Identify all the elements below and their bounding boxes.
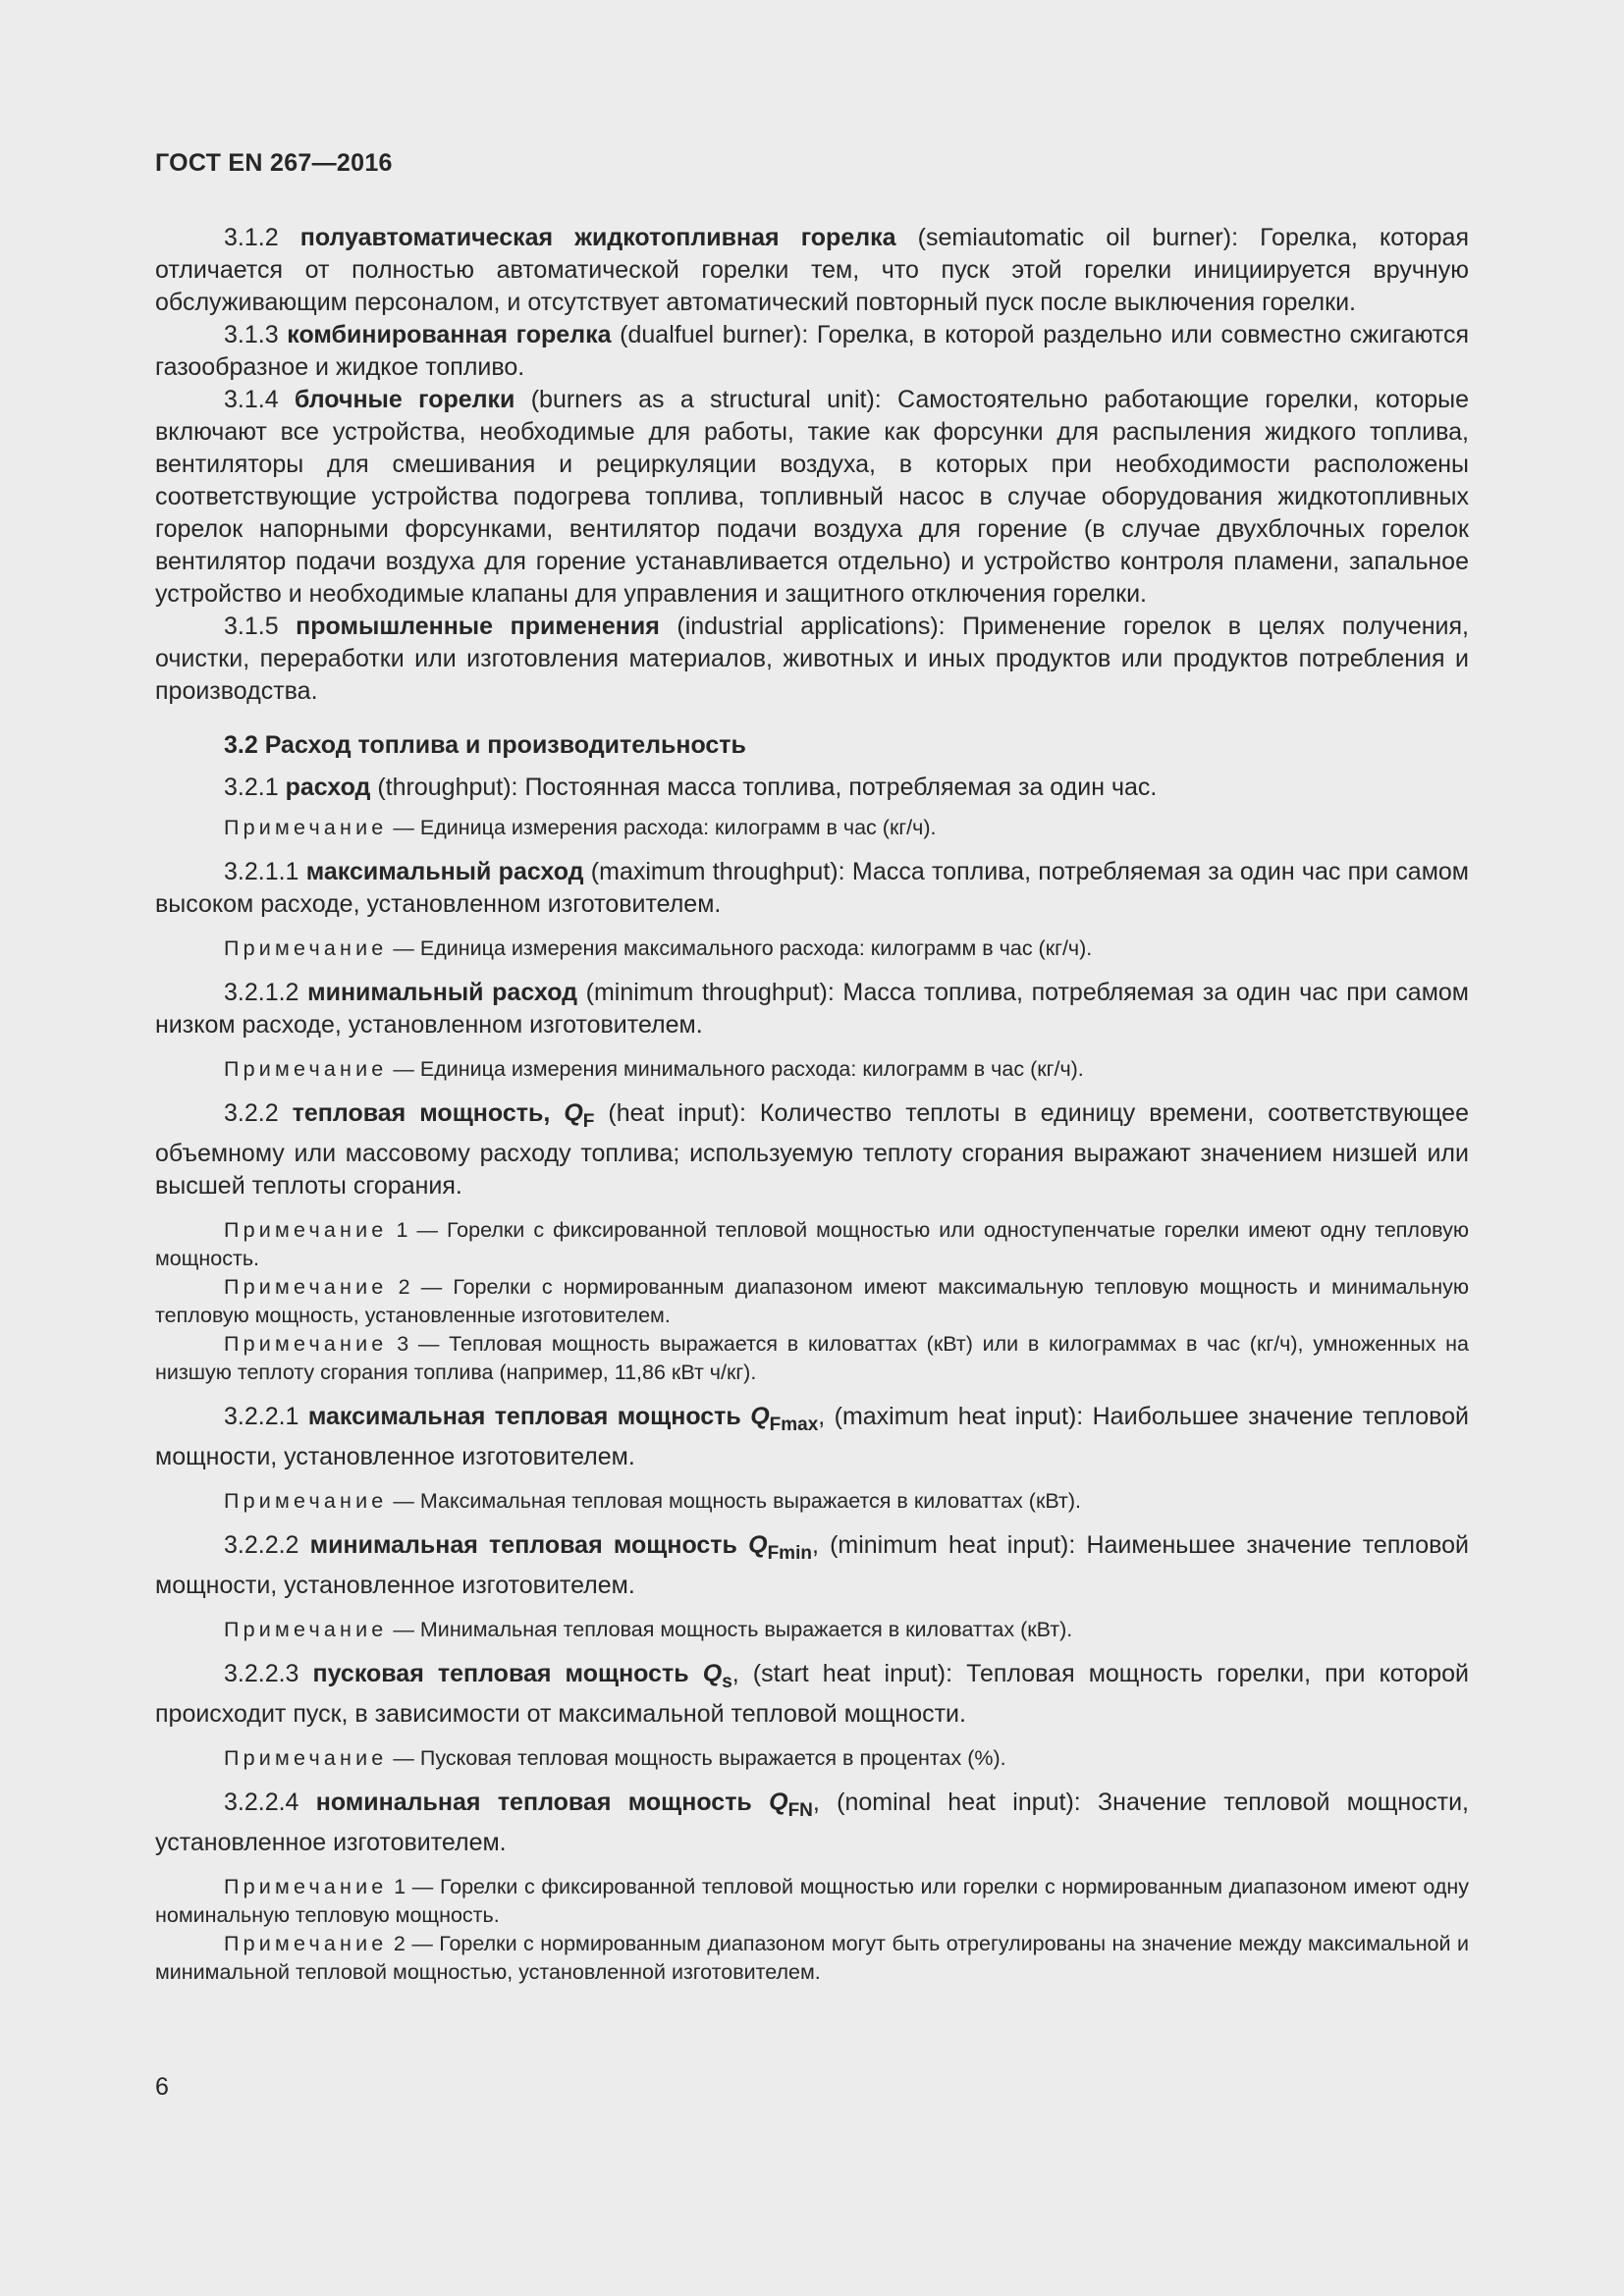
note-label: Примечание: [224, 1275, 388, 1299]
note-label: Примечание: [224, 1218, 388, 1242]
symbol-subscript: Fmax: [769, 1415, 819, 1435]
definition-text: (heat input): Количество теплоты в единицу времени, соответствующее объемному или массовому расходу топлива; используемую теплоту сгорания выражают значением низшей или высшей теплоты сгорания.: [155, 1099, 1469, 1200]
note-text: — Единица измерения минимального расхода: килограмм в час (кг/ч).: [387, 1057, 1084, 1081]
definition-3-1-5: [155, 611, 1469, 708]
note-text: — Максимальная тепловая мощность выражается в киловаттах (кВт).: [387, 1489, 1081, 1513]
symbol-subscript: s: [722, 1672, 732, 1692]
clause-number: 3.1.2: [224, 224, 300, 251]
note: [155, 1330, 1469, 1387]
definition-text: (burners as a structural unit): Самостоятельно работающие горелки, которые включают все устройства, необходимые для работы, такие как форсунки для распыления жидкого топлива, вентиляторы для смешивания и рециркуляции воздуха, в которых при необходимости расположены соответствующие устройства подогрева топлива, топливный насос в случае оборудования жидкотопливных горелок напорными форсунками, вентилятор подачи воздуха для горение (в случае двухблочных горелок вентилятор подачи воздуха для горение устанавливается отдельно) и устройство контроля пламени, запальное устройство и необходимые клапаны для управления и защитного отключения горелки.: [155, 386, 1469, 608]
term: тепловая мощность,: [292, 1099, 565, 1127]
symbol-subscript: F: [582, 1111, 595, 1132]
term: расход: [285, 774, 371, 801]
note-text: 2 — Горелки с нормированным диапазоном имеют максимальную тепловую мощность и минимальную тепловую мощность, установленные изготовителем.: [155, 1275, 1469, 1327]
symbol-letter: Q: [748, 1531, 768, 1559]
definition-text: , (maximum heat input): Наибольшее значение тепловой мощности, установленное изготовителем.: [155, 1403, 1469, 1470]
clause-number: 3.2.2: [224, 1099, 293, 1127]
clause-number: 3.2.1: [224, 774, 286, 801]
symbol: [748, 1531, 812, 1564]
term: номинальная тепловая мощность: [315, 1789, 770, 1816]
clause-number: 3.2.1.2: [224, 979, 308, 1006]
document-body: [155, 222, 1469, 1987]
definition-3-1-3: [155, 319, 1469, 384]
term: максимальная тепловая мощность: [307, 1403, 751, 1430]
symbol-subscript: FN: [787, 1800, 813, 1821]
term: минимальная тепловая мощность: [309, 1531, 749, 1559]
symbol-subscript: Fmin: [767, 1543, 812, 1564]
note: [155, 1216, 1469, 1273]
section-heading-3-2: 3.2 Расход топлива и производительность: [224, 731, 746, 759]
definition-3-2-1-1: [155, 856, 1469, 921]
definition-3-2-2-3: [155, 1658, 1469, 1731]
clause-number: 3.1.4: [224, 386, 295, 413]
definition-3-2-2: [155, 1097, 1469, 1202]
note: [155, 1873, 1469, 1930]
clause-number: 3.2.2.1: [224, 1403, 308, 1430]
symbol: [769, 1789, 813, 1821]
term: промышленные применения: [296, 613, 660, 640]
symbol-letter: Q: [702, 1660, 723, 1687]
note-text: — Единица измерения максимального расхода: килограмм в час (кг/ч).: [387, 936, 1093, 960]
definition-3-2-2-1: [155, 1401, 1469, 1473]
clause-number: 3.2.1.1: [224, 858, 306, 885]
note-label: Примечание: [224, 1746, 388, 1770]
page-number: 6: [155, 2073, 169, 2101]
symbol: [564, 1099, 595, 1132]
clause-number: 3.2.2.3: [224, 1660, 313, 1687]
definition-3-2-2-2: [155, 1529, 1469, 1602]
note-label: Примечание: [224, 1932, 388, 1955]
note: [155, 934, 1469, 963]
document-header: ГОСТ EN 267—2016: [155, 149, 393, 177]
note-label: Примечание: [224, 816, 388, 839]
definition-3-2-1-2: [155, 977, 1469, 1041]
definition-text: (minimum throughput): Масса топлива, потребляемая за один час при самом низком расходе, установленном изготовителем.: [155, 979, 1469, 1039]
definition-text: (maximum throughput): Масса топлива, потребляемая за один час при самом высоком расходе, установленном изготовителем.: [155, 858, 1469, 918]
symbol-letter: Q: [750, 1403, 770, 1430]
definition-3-2-1: [155, 772, 1469, 804]
clause-number: 3.2.2.2: [224, 1531, 310, 1559]
note: [155, 1055, 1469, 1084]
term: блочные горелки: [294, 386, 515, 413]
symbol-letter: Q: [564, 1099, 583, 1127]
note: [155, 1744, 1469, 1773]
term: минимальный расход: [307, 979, 578, 1006]
definition-text: , (minimum heat input): Наименьшее значение тепловой мощности, установленное изготовителем.: [155, 1531, 1470, 1599]
note: [155, 1487, 1469, 1516]
clause-number: 3.1.5: [224, 613, 297, 640]
term: полуавтоматическая жидкотопливная горелка: [299, 224, 896, 251]
note-text: 3 — Тепловая мощность выражается в киловаттах (кВт) или в килограммах в час (кг/ч), умноженных на низшую теплоту сгорания топлива (например, 11,86 кВт ч/кг).: [155, 1332, 1469, 1384]
definition-text: (industrial applications): Применение горелок в целях получения, очистки, переработки или изготовления материалов, животных и иных продуктов или продуктов потребления и производства.: [155, 613, 1469, 705]
definition-3-1-4: [155, 384, 1469, 611]
note: [155, 1616, 1469, 1644]
note-label: Примечание: [224, 936, 388, 960]
definition-text: (dualfuel burner): Горелка, в которой раздельно или совместно сжигаются газообразное и жидкое топливо.: [155, 321, 1469, 381]
note-label: Примечание: [224, 1057, 388, 1081]
definition-3-2-2-4: [155, 1787, 1469, 1859]
note-text: — Минимальная тепловая мощность выражается в киловаттах (кВт).: [387, 1618, 1073, 1641]
note-text: 1 — Горелки с фиксированной тепловой мощностью или одноступенчатые горелки имеют одну тепловую мощность.: [155, 1218, 1469, 1270]
note-label: Примечание: [224, 1489, 388, 1513]
definition-text: , (nominal heat input): Значение тепловой мощности, установленное изготовителем.: [155, 1789, 1470, 1856]
definition-3-1-2: [155, 222, 1469, 319]
note: [155, 814, 1469, 842]
note-text: — Единица измерения расхода: килограмм в час (кг/ч).: [387, 816, 937, 839]
definition-text: (throughput): Постоянная масса топлива, потребляемая за один час.: [370, 774, 1158, 801]
symbol-letter: Q: [769, 1789, 788, 1816]
note-text: 1 — Горелки с фиксированной тепловой мощностью или горелки с нормированным диапазоном имеют одну номинальную тепловую мощность.: [155, 1875, 1469, 1927]
definition-text: (semiautomatic oil burner): Горелка, которая отличается от полностью автоматической горелки тем, что пуск этой горелки инициируется вручную обслуживающим персоналом, и отсутствует автоматический повторный пуск после выключения горелки.: [155, 224, 1469, 316]
term: комбинированная горелка: [287, 321, 612, 348]
term: максимальный расход: [305, 858, 584, 885]
note-label: Примечание: [224, 1875, 388, 1898]
clause-number: 3.1.3: [224, 321, 288, 348]
note-label: Примечание: [224, 1332, 388, 1356]
note-text: — Пусковая тепловая мощность выражается в процентах (%).: [387, 1746, 1006, 1770]
clause-number: 3.2.2.4: [224, 1789, 316, 1816]
symbol: [750, 1403, 819, 1435]
note-text: 2 — Горелки с нормированным диапазоном могут быть отрегулированы на значение между максимальной и минимальной тепловой мощностью, установленной изготовителем.: [155, 1932, 1469, 1984]
definition-text: , (start heat input): Тепловая мощность горелки, при которой происходит пуск, в зависимости от максимальной тепловой мощности.: [155, 1660, 1469, 1728]
symbol: [702, 1660, 732, 1692]
note-label: Примечание: [224, 1618, 388, 1641]
note: [155, 1273, 1469, 1330]
term: пусковая тепловая мощность: [312, 1660, 703, 1687]
note: [155, 1930, 1469, 1987]
